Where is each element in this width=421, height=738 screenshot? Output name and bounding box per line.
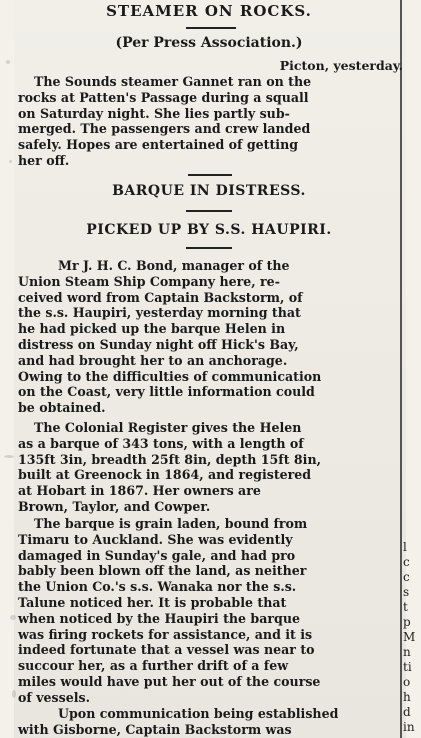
column-divider [400,0,402,738]
print-speck [12,690,16,698]
article2-para2: The Colonial Register gives the Helen as a barque of 343 tons, with a length of 135ft 3in, breadth 25ft 8in, depth 15ft 8in, built at Greenock in 1864, and registered at Hobart in 1867. Her owners are Brown, Taylor, and Cowper. [18,420,321,514]
print-speck [10,615,16,620]
article2-subhead: PICKED UP BY S.S. HAUPIRI. [86,222,332,238]
subhead-rule [186,247,232,249]
article2-para4: Upon communication being established with Gisborne, Captain Backstorm was [18,706,339,737]
headline-rule [186,27,236,29]
article1-dateline: Picton, yesterday. [279,58,403,73]
article2-headline: BARQUE IN DISTRESS. [112,183,306,199]
article2-para3: The barque is grain laden, bound from Timaru to Auckland. She was evidently damaged in Sunday's gale, and had pro bably been blown off the land, as neither the Union Co.'s s.s. Wanaka nor the s.s. Talune noticed her. It is probable that when noticed by the Haupiri the barque was firing rockets for assistance, and it is indeed fortunate that a vessel was near to succour her, as a further drift of a few miles would have put her out of the course of vessels. [18,516,321,705]
article1-body: The Sounds steamer Gannet ran on the rocks at Patten's Passage during a squall on Saturday night. She lies partly sub- merged. The passengers and crew landed safely. Hopes are entertained of getting her off. [18,74,312,168]
print-speck [9,160,12,163]
article1-headline: STEAMER ON ROCKS. [106,2,312,20]
headline-rule [186,210,232,212]
article1-subhead: (Per Press Association.) [115,35,303,51]
print-speck [6,60,10,64]
article2-para1: Mr J. H. C. Bond, manager of the Union Steam Ship Company here, re- ceived word from Captain Backstorm, of the s.s. Haupiri, yesterday morning that he had picked up the barque Helen in distress on Sunday night off Hick's Bay, and had brought her to an anchorage. Owing to the difficulties of communication on the Coast, very little information could be obtained. [18,258,322,416]
section-rule [188,174,232,176]
adjacent-column-fragment: l c c s t p M n ti o h d in [403,540,416,734]
print-speck [4,455,14,458]
